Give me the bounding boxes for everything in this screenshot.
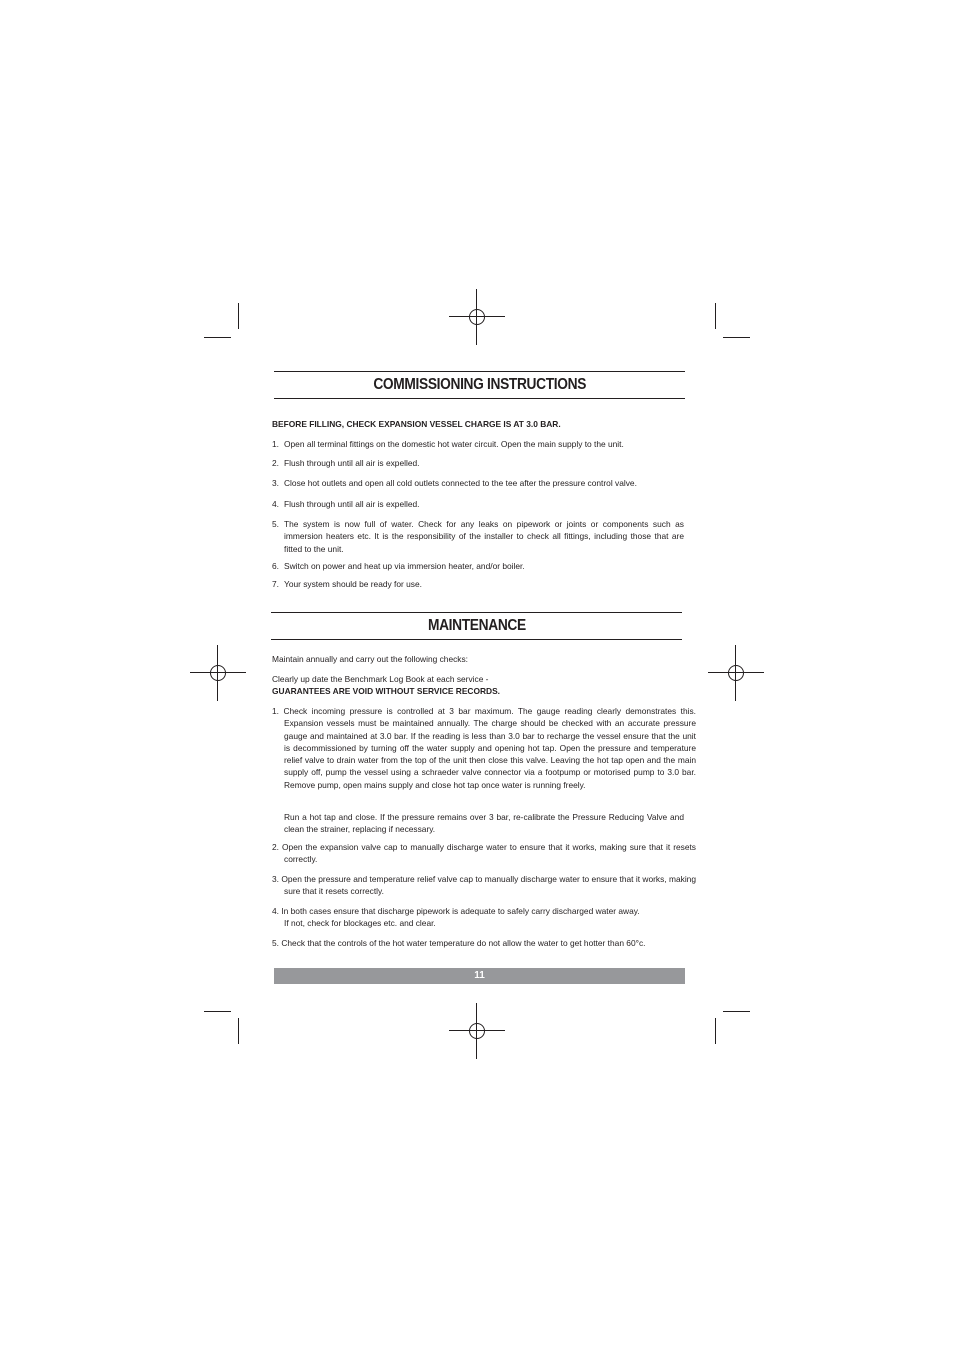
maintenance-title: MAINTENANCE [427,617,526,634]
step-number: 6. [272,561,279,571]
maintenance-check [272,905,684,917]
registration-mark-icon [449,1003,505,1059]
logbook-note: Clearly up date the Benchmark Log Book at each service - [272,674,489,684]
maintenance-check [272,937,684,949]
expansion-vessel-warning: BEFORE FILLING, CHECK EXPANSION VESSEL CHARGE IS AT 3.0 BAR. [272,419,561,429]
page-number: 11 [474,970,485,981]
step-text: Flush through until all air is expelled. [284,499,420,509]
commissioning-step [272,477,684,489]
commissioning-step [272,457,684,469]
step-number: 2. [272,458,279,468]
crop-mark [204,1011,231,1012]
registration-mark-icon [708,645,764,701]
registration-mark-icon [449,289,505,345]
commissioning-heading [274,371,685,399]
step-text: Your system should be ready for use. [284,579,422,589]
step-text: Open all terminal fittings on the domestic hot water circuit. Open the main supply to the unit. [284,439,624,449]
maintenance-check [272,841,696,866]
step-text: Switch on power and heat up via immersion heater, and/or boiler. [284,561,525,571]
check-text: Check incoming pressure is controlled at 3 bar maximum. The gauge reading clearly demonstrates this. Expansion vessels must be maintained annually. The charge should be checked with an accurate pressure gauge and maintained at 3.0 bar. If the reading is less than 3.0 bar to recharge the vessel ensure that the unit is decommissioned by turning off the water supply and opening hot tap. Open the pressure and temperature relief valve to drain water from the top of the unit then close this valve. Leaving the hot tap open and the main supply off, pump the vessel using a schraeder valve connector via a footpump or motorised pump to 3.0 bar. Remove pump, open mains supply and close hot tap once water is running freely. [283,706,697,790]
commissioning-step [272,518,684,555]
page-number-bar [274,968,685,984]
step-number: 7. [272,579,279,589]
check-text: Check that the controls of the hot water temperature do not allow the water to get hotter than 60°c. [281,938,646,948]
check-text: In both cases ensure that discharge pipework is adequate to safely carry discharged water away. [281,906,640,916]
maintenance-check [272,705,696,791]
check-number: 1. [272,706,279,716]
check-number: 4. [272,906,279,916]
step-number: 3. [272,478,279,488]
crop-mark [238,1018,239,1044]
check-text: Run a hot tap and close. If the pressure remains over 3 bar, re-calibrate the Pressure Reducing Valve and clean the strainer, replacing if necessary. [284,812,684,835]
check-text: Open the expansion valve cap to manually discharge water to ensure that it works, making sure that it resets correctly. [282,842,696,865]
maintenance-check-continuation [272,917,684,929]
crop-mark [715,303,716,329]
step-number: 5. [272,519,279,529]
crop-mark [723,337,750,338]
maintenance-intro: Maintain annually and carry out the following checks: [272,654,468,664]
check-text: If not, check for blockages etc. and clear. [284,918,436,928]
crop-mark [723,1011,750,1012]
crop-mark [204,337,231,338]
maintenance-check-continuation [272,811,684,836]
crop-mark [238,303,239,329]
guarantee-warning: GUARANTEES ARE VOID WITHOUT SERVICE RECORDS. [272,686,501,696]
commissioning-step [272,498,684,510]
commissioning-title: COMMISSIONING INSTRUCTIONS [373,376,586,393]
step-text: Close hot outlets and open all cold outlets connected to the tee after the pressure control valve. [284,478,637,488]
check-number: 3. [272,874,279,884]
check-number: 2. [272,842,279,852]
maintenance-heading [271,612,682,640]
step-number: 4. [272,499,279,509]
check-text: Open the pressure and temperature relief valve cap to manually discharge water to ensure that it works, making sure that it resets correctly. [281,874,696,897]
registration-mark-icon [190,645,246,701]
commissioning-step [272,578,684,590]
step-number: 1. [272,439,279,449]
crop-mark [715,1018,716,1044]
maintenance-check [272,873,696,898]
commissioning-step [272,560,684,572]
commissioning-step [272,438,684,450]
check-number: 5. [272,938,279,948]
step-text: Flush through until all air is expelled. [284,458,420,468]
step-text: The system is now full of water. Check for any leaks on pipework or joints or components such as immersion heaters etc. It is the responsibility of the installer to check all fittings, including those that are fitted to the unit. [284,519,684,554]
